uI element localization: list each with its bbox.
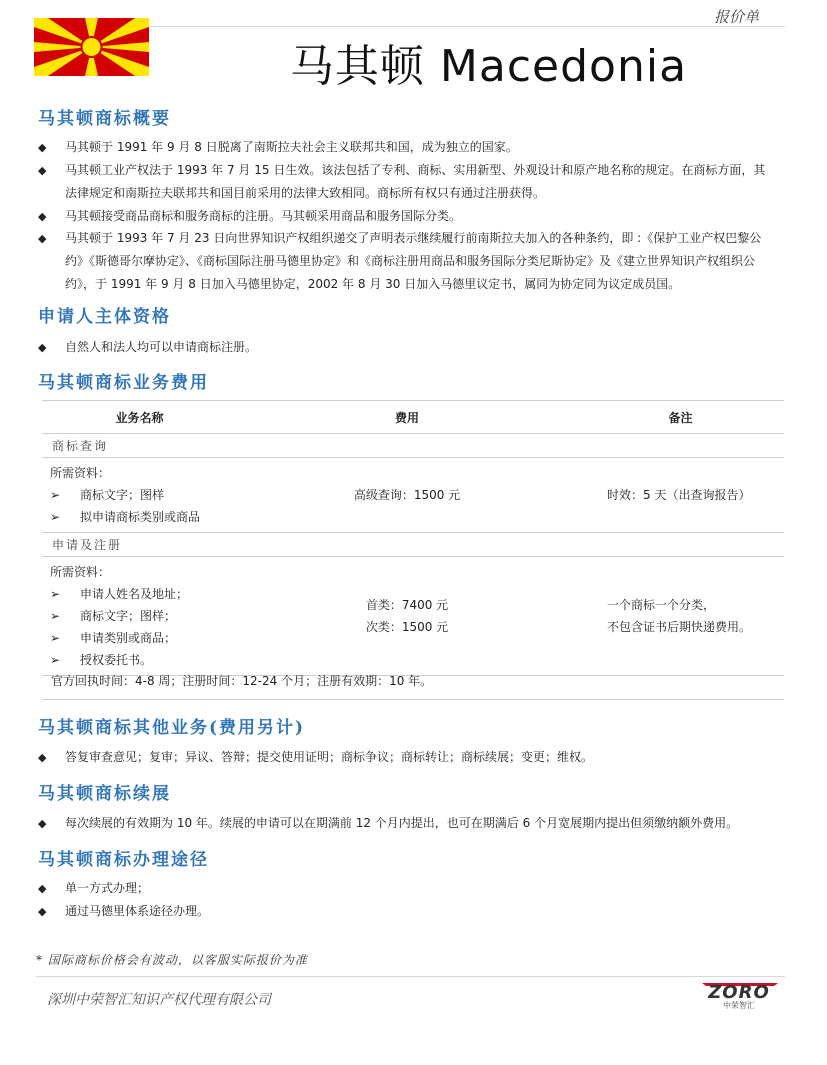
arrow-bullet-icon: ➢ bbox=[50, 631, 61, 645]
bullet-diamond-icon: ◆ bbox=[38, 905, 47, 918]
section-title-eligibility: 申请人主体资格 bbox=[38, 307, 171, 327]
bullet-diamond-icon: ◆ bbox=[38, 882, 47, 895]
column-header-note: 备注 bbox=[577, 401, 784, 434]
table-row: 所需资料： ➢ 商标文字；图样 ➢ 拟申请商标类别或商品 高级查询：1500 元 时效：5 天（出查询报告） bbox=[42, 458, 784, 533]
bullet-diamond-icon: ◆ bbox=[38, 341, 47, 354]
divider bbox=[42, 699, 784, 700]
section-title-renewal: 马其顿商标续展 bbox=[38, 784, 171, 804]
section-title-route: 马其顿商标办理途径 bbox=[38, 850, 209, 870]
header-rule bbox=[150, 26, 785, 27]
bullet-diamond-icon: ◆ bbox=[38, 232, 47, 245]
list-item: ◆ 马其顿于 1993 年 7 月 23 日向世界知识产权组织递交了声明表示继续履行前南斯拉夫加入的各种条约，即 :《保护工业产权巴黎公约》《斯德哥尔摩协定》、《商标国际注册马德里协定》和《商标注册用商品和服务国际分类尼斯协定》及《建立世界知识产权组织公约》，于 1991 年 9 月 8 日加入马德里协定，2002 年 8 月 30 日加入马德里议定书，属同为协定同为议定成员国。 bbox=[38, 227, 777, 296]
bullet-diamond-icon: ◆ bbox=[38, 164, 47, 177]
arrow-bullet-icon: ➢ bbox=[50, 653, 61, 667]
column-header-service: 业务名称 bbox=[42, 401, 237, 434]
arrow-bullet-icon: ➢ bbox=[50, 587, 61, 601]
document-label: 报价单 bbox=[713, 8, 759, 26]
arrow-bullet-icon: ➢ bbox=[50, 488, 61, 502]
registration-note: 一个商标一个分类， 不包含证书后期快递费用。 bbox=[577, 557, 784, 676]
column-header-fee: 费用 bbox=[237, 401, 577, 434]
section-title-fees: 马其顿商标业务费用 bbox=[38, 373, 209, 393]
search-note: 时效：5 天（出查询报告） bbox=[577, 458, 784, 533]
company-name: 深圳中荣智汇知识产权代理有限公司 bbox=[47, 992, 271, 1008]
registration-fee: 首类：7400 元 次类：1500 元 bbox=[237, 557, 577, 676]
bullet-diamond-icon: ◆ bbox=[38, 141, 47, 154]
list-item: ◆ 单一方式办理； bbox=[38, 877, 777, 900]
footer-rule bbox=[36, 976, 785, 977]
list-item: ◆ 马其顿于 1991 年 9 月 8 日脱离了南斯拉夫社会主义联邦共和国，成为独立的国家。 bbox=[38, 136, 777, 159]
page-title: 马其顿 Macedonia bbox=[289, 41, 688, 92]
timeline-text: 官方回执时间：4-8 周；注册时间：12-24 个月；注册有效期：10 年。 bbox=[51, 674, 433, 688]
logo-subtext: 中荣智汇 bbox=[723, 1001, 755, 1010]
macedonia-flag-icon bbox=[34, 18, 149, 76]
list-item: ◆ 自然人和法人均可以申请商标注册。 bbox=[38, 336, 777, 359]
price-disclaimer: * 国际商标价格会有波动，以客服实际报价为准 bbox=[36, 953, 308, 967]
search-fee: 高级查询：1500 元 bbox=[237, 458, 577, 533]
section-title-other: 马其顿商标其他业务(费用另计) bbox=[38, 718, 306, 738]
bullet-diamond-icon: ◆ bbox=[38, 210, 47, 223]
bullet-diamond-icon: ◆ bbox=[38, 817, 47, 830]
table-subheader: 申请及注册 bbox=[42, 533, 784, 557]
section-title-overview: 马其顿商标概要 bbox=[38, 109, 171, 129]
list-item: ◆ 通过马德里体系途径办理。 bbox=[38, 900, 777, 923]
table-row: 所需资料： ➢ 申请人姓名及地址； ➢ 商标文字；图样； ➢ 申请类别或商品； ➢ 授权委托书。 首类：7400 元 次类：1500 元 一个商标一个分类， 不包含证书后期快递费用。 bbox=[42, 557, 784, 676]
list-item: ◆ 马其顿接受商品商标和服务商标的注册。马其顿采用商品和服务国际分类。 bbox=[38, 205, 777, 228]
arrow-bullet-icon: ➢ bbox=[50, 609, 61, 623]
fee-table bbox=[42, 400, 784, 676]
list-item: ◆ 马其顿工业产权法于 1993 年 7 月 15 日生效。该法包括了专利、商标、实用新型、外观设计和原产地名称的规定。在商标方面，其法律规定和南斯拉夫联邦共和国目前采用的法律大致相同。商标所有权只有通过注册获得。 bbox=[38, 159, 777, 205]
list-item: ◆ 每次续展的有效期为 10 年。续展的申请可以在期满前 12 个月内提出，也可在期满后 6 个月宽展期内提出但须缴纳额外费用。 bbox=[38, 812, 777, 835]
bullet-diamond-icon: ◆ bbox=[38, 751, 47, 764]
logo-text: ZORO bbox=[708, 982, 770, 1003]
table-subheader: 商标查询 bbox=[42, 434, 784, 458]
arrow-bullet-icon: ➢ bbox=[50, 510, 61, 524]
list-item: ◆ 答复审查意见；复审；异议、答辩；提交使用证明；商标争议；商标转让；商标续展；变更；维权。 bbox=[38, 746, 777, 769]
